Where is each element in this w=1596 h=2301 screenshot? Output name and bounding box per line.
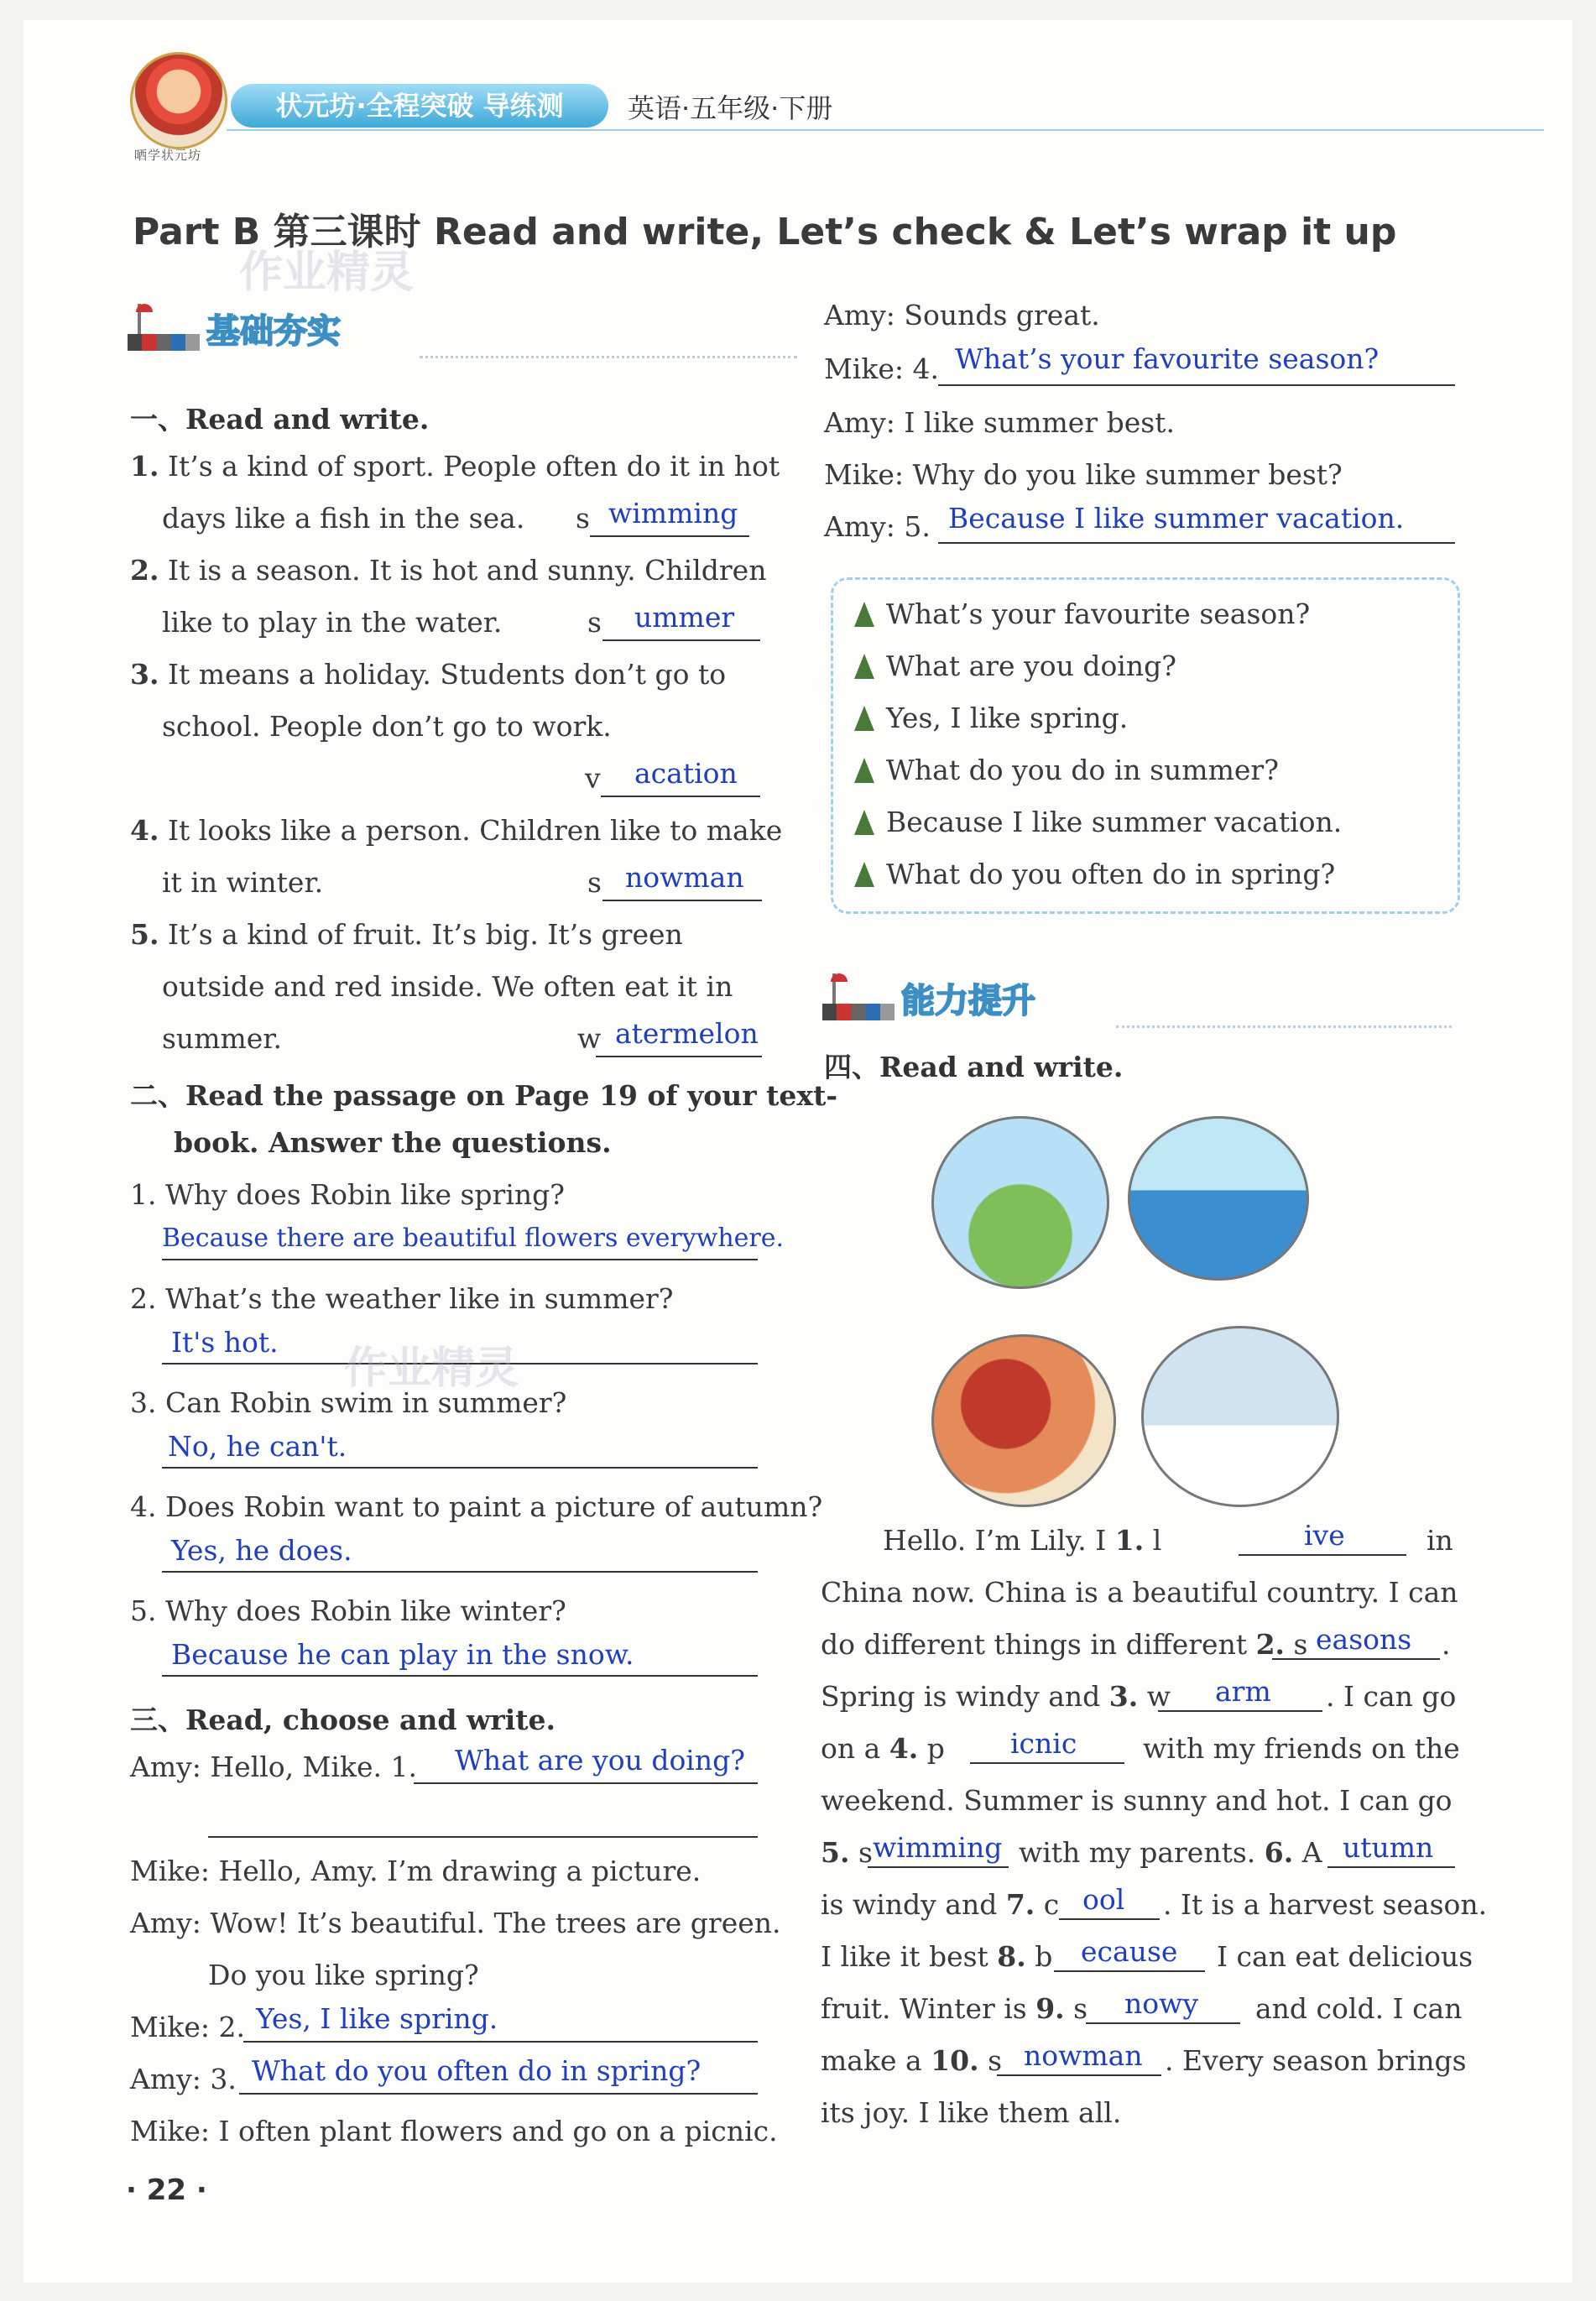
summer-swimming-picture (1128, 1116, 1309, 1281)
dialogue-line: Mike: 4. (824, 352, 939, 385)
dialogue-line: Mike: I often plant flowers and go on a picnic. (130, 2115, 778, 2147)
answer-text: nowy (1124, 1987, 1199, 2020)
answer-text: What are you doing? (455, 1744, 745, 1777)
item-number: 4. (130, 814, 159, 847)
answer-text: atermelon (615, 1017, 759, 1050)
answer-line (997, 2074, 1161, 2076)
page-number: · 22 · (126, 2173, 207, 2207)
option-text: What are you doing? (886, 650, 1176, 682)
answer-line (970, 1762, 1124, 1764)
desk-lamp-icon (822, 973, 898, 1022)
answer-text: Because I like summer vacation. (948, 502, 1405, 535)
answer-text: nowman (1024, 2039, 1143, 2072)
hint-letter: s (587, 606, 602, 639)
option-item (854, 702, 1128, 734)
answer-line (601, 796, 760, 797)
answer-line (162, 1467, 758, 1469)
dialogue-line: Amy: Wow! It’s beautiful. The trees are green. (130, 1907, 781, 1939)
tree-icon (854, 810, 874, 835)
tree-icon (854, 654, 874, 679)
passage-text: and cold. I can (1255, 1992, 1463, 2025)
item-text: it in winter. (162, 866, 324, 899)
logo-caption: 晒学状元坊 (134, 148, 202, 163)
answer-line (162, 1259, 758, 1260)
answer-text: arm (1215, 1675, 1271, 1708)
answer-line (162, 1571, 758, 1573)
mascot-logo-icon (130, 52, 227, 149)
answer-line (596, 1056, 762, 1057)
answer-line (243, 2041, 758, 2043)
winter-snowman-picture (1141, 1326, 1339, 1507)
answer-line (868, 1866, 1009, 1868)
item-text: It’s a kind of fruit. It’s big. It’s green (167, 918, 683, 951)
dotted-divider (420, 356, 797, 358)
hint-letter: s (587, 866, 602, 899)
answer-text: acation (634, 757, 738, 790)
tree-icon (854, 706, 874, 731)
answer-line (239, 2093, 758, 2095)
answer-line (1054, 1970, 1205, 1972)
answer-line (1327, 1866, 1455, 1868)
item-number: 5. (130, 918, 159, 951)
answer-line (1059, 1918, 1160, 1920)
answer-line (208, 1836, 758, 1838)
desk-lamp-icon (128, 304, 203, 352)
answer-text: nowman (625, 861, 744, 894)
answer-line (162, 1675, 758, 1677)
passage-text: with my friends on the (1143, 1732, 1460, 1765)
option-text: What do you do in summer? (886, 754, 1279, 786)
badge-label: 能力提升 (901, 981, 1035, 1020)
passage-line: is windy and 7. c (821, 1888, 1060, 1921)
option-item (854, 650, 1176, 682)
section3-heading: 三、Read, choose and write. (130, 1704, 556, 1736)
dialogue-line: Mike: Hello, Amy. I’m drawing a picture. (130, 1855, 702, 1887)
section2-heading: 二、Read the passage on Page 19 of your text- (130, 1079, 838, 1112)
page-title: Part B 第三课时 Read and write, Let’s check & Let’s wrap it up (133, 211, 1397, 253)
answer-line (938, 384, 1455, 386)
option-text: What do you often do in spring? (886, 858, 1336, 890)
answer-text: It's hot. (171, 1326, 279, 1359)
answer-text: ecause (1081, 1935, 1178, 1968)
header-divider (227, 129, 1544, 131)
answer-text: wimming (608, 497, 738, 530)
hint-letter: s (576, 502, 590, 535)
answer-text: No, he can't. (168, 1430, 347, 1463)
passage-text: with my parents. 6. A (1019, 1836, 1322, 1869)
tree-icon (854, 602, 874, 627)
dialogue-line: Amy: Hello, Mike. 1. (130, 1751, 417, 1783)
hint-letter: v (585, 762, 601, 795)
subject-label: 英语·五年级·下册 (628, 92, 833, 124)
passage-text: . (1442, 1628, 1451, 1661)
answer-text: Yes, he does. (171, 1534, 352, 1567)
answer-text: ive (1304, 1519, 1345, 1552)
item-text: It means a holiday. Students don’t go to (167, 658, 727, 691)
option-item (854, 858, 1335, 890)
dialogue-line: Mike: 2. (130, 2011, 245, 2043)
answer-line (1239, 1554, 1406, 1556)
option-text: Yes, I like spring. (886, 702, 1129, 734)
passage-line: fruit. Winter is 9. s (821, 1992, 1088, 2025)
answer-text: What’s your favourite season? (955, 342, 1380, 375)
option-item (854, 754, 1279, 786)
item-text: days like a fish in the sea. (162, 502, 525, 535)
option-item (854, 597, 1310, 630)
passage-line: Spring is windy and 3. w (821, 1680, 1171, 1713)
watermark: 作业精灵 (239, 248, 415, 298)
option-item (854, 806, 1342, 838)
item-number: 1. (130, 450, 159, 483)
answer-text: ummer (634, 601, 735, 634)
answer-text: Because there are beautiful flowers everywhere. (162, 1224, 785, 1253)
item-number: 3. (130, 658, 159, 691)
answer-text: utumn (1343, 1831, 1434, 1864)
section-badge-basic (128, 304, 341, 352)
series-banner: 状元坊·全程突破 导练测 (231, 84, 608, 128)
passage-text: . I can go (1326, 1680, 1457, 1713)
item-number: 2. (130, 554, 159, 587)
dialogue-line: Amy: I like summer best. (824, 406, 1175, 439)
item-text: summer. (162, 1022, 282, 1055)
passage-line: Hello. I’m Lily. I 1. l (883, 1524, 1162, 1557)
spring-picnic-picture (931, 1116, 1109, 1289)
answer-text: easons (1316, 1623, 1412, 1656)
answer-line (602, 639, 760, 641)
answer-line (590, 535, 749, 537)
dialogue-line: Amy: 5. (824, 510, 931, 543)
dialogue-line: Do you like spring? (208, 1959, 479, 1991)
answer-line (938, 542, 1455, 544)
item-text: It is a season. It is hot and sunny. Children (167, 554, 767, 587)
passage-line: on a 4. p (821, 1732, 945, 1765)
question-text: 2. What’s the weather like in summer? (130, 1282, 674, 1315)
item-text: It looks like a person. Children like to make (167, 814, 783, 847)
passage-line: do different things in different 2. s (821, 1628, 1308, 1661)
tree-icon (854, 758, 874, 783)
hint-letter: w (577, 1022, 602, 1055)
section-badge-advanced (822, 973, 1035, 1022)
question-text: 5. Why does Robin like winter? (130, 1594, 566, 1627)
passage-line: its joy. I like them all. (821, 2096, 1122, 2129)
section2-heading-cont: book. Answer the questions. (174, 1126, 612, 1159)
section1-heading: 一、Read and write. (130, 403, 430, 436)
passage-line: China now. China is a beautiful country. I can (821, 1576, 1458, 1609)
answer-line (602, 900, 762, 901)
item-text: It’s a kind of sport. People often do it in hot (167, 450, 780, 483)
passage-text: in (1426, 1524, 1453, 1557)
dialogue-line: Amy: Sounds great. (824, 299, 1100, 331)
passage-line: I like it best 8. b (821, 1940, 1053, 1973)
section4-heading: 四、Read and write. (824, 1051, 1124, 1083)
dialogue-line: Amy: 3. (130, 2063, 237, 2095)
passage-text: . It is a harvest season. (1163, 1888, 1488, 1921)
answer-line (414, 1782, 758, 1784)
watermark: 作业精灵 (344, 1344, 519, 1394)
answer-text: Yes, I like spring. (256, 2002, 498, 2035)
answer-line (1272, 1658, 1440, 1660)
answer-text: What do you often do in spring? (252, 2054, 702, 2087)
item-text: like to play in the water. (162, 606, 503, 639)
dotted-divider (1116, 1025, 1452, 1028)
option-text: What’s your favourite season? (886, 597, 1311, 630)
tree-icon (854, 862, 874, 887)
item-text: outside and red inside. We often eat it in (162, 970, 733, 1003)
badge-label: 基础夯实 (206, 311, 341, 351)
option-text: Because I like summer vacation. (886, 806, 1343, 838)
answer-text: wimming (873, 1831, 1003, 1864)
answer-line (1086, 2022, 1240, 2024)
question-text: 3. Can Robin swim in summer? (130, 1386, 567, 1419)
dialogue-line: Mike: Why do you like summer best? (824, 458, 1343, 491)
passage-text: I can eat delicious (1217, 1940, 1473, 1973)
passage-line: 5. s (821, 1836, 873, 1869)
autumn-tree-picture (931, 1334, 1116, 1507)
answer-text: Because he can play in the snow. (171, 1638, 634, 1671)
passage-line: make a 10. s (821, 2044, 1003, 2077)
question-text: 4. Does Robin want to paint a picture of autumn? (130, 1490, 823, 1523)
passage-line: weekend. Summer is sunny and hot. I can go (821, 1784, 1453, 1817)
answer-line (1158, 1710, 1322, 1712)
item-text: school. People don’t go to work. (162, 710, 612, 743)
answer-text: icnic (1010, 1727, 1077, 1760)
question-text: 1. Why does Robin like spring? (130, 1178, 565, 1211)
answer-text: ool (1082, 1883, 1125, 1916)
passage-text: . Every season brings (1165, 2044, 1467, 2077)
